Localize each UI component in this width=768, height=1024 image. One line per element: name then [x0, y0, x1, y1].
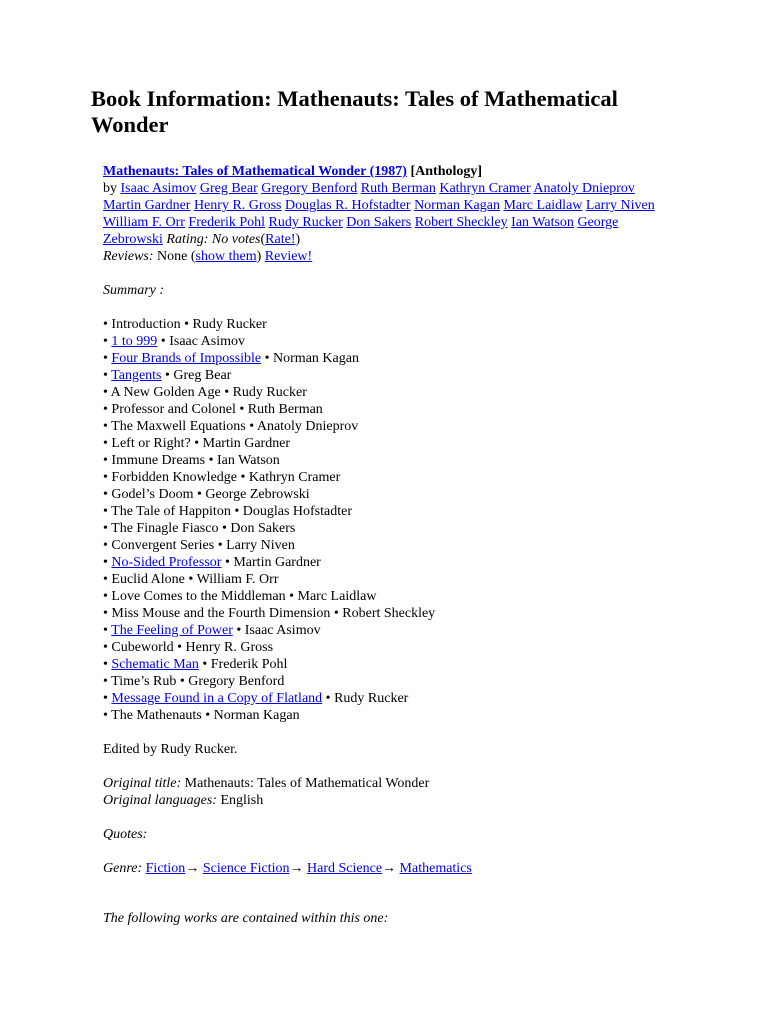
genre-arrow: →	[185, 861, 200, 876]
story-title: The Mathenauts	[111, 708, 202, 723]
book-header	[103, 163, 663, 265]
bullet: •	[196, 487, 202, 502]
bullet: •	[234, 504, 240, 519]
original-languages-value: English	[220, 793, 264, 808]
bullet: •	[239, 402, 245, 417]
story-title-link[interactable]: Tangents	[111, 368, 162, 383]
story-title: Cubeworld	[111, 640, 174, 655]
original-title-label: Original title:	[103, 776, 182, 791]
bullet: •	[103, 623, 108, 638]
story-item	[103, 486, 663, 503]
story-author: Greg Bear	[173, 368, 232, 383]
original-languages-label: Original languages:	[103, 793, 217, 808]
story-author: Kathryn Cramer	[248, 470, 341, 485]
bullet: •	[179, 674, 185, 689]
story-item	[103, 673, 663, 690]
bullet: •	[103, 368, 108, 383]
genre-arrow: →	[382, 861, 397, 876]
story-title-link[interactable]: Message Found in a Copy of Flatland	[111, 691, 323, 706]
bullet: •	[103, 402, 108, 417]
story-item	[103, 435, 663, 452]
contained-note: The following works are contained within this one:	[103, 911, 389, 926]
story-title: Forbidden Knowledge	[111, 470, 237, 485]
bullet: •	[103, 334, 108, 349]
story-title: Time’s Rub	[111, 674, 177, 689]
by-label: by	[103, 181, 117, 196]
author-link[interactable]: William F. Orr	[103, 215, 185, 230]
bullet: •	[103, 487, 108, 502]
story-author: Norman Kagan	[273, 351, 359, 366]
author-link[interactable]: Rudy Rucker	[268, 215, 343, 230]
story-author: Frederik Pohl	[210, 657, 288, 672]
story-author: Gregory Benford	[188, 674, 285, 689]
story-author: Robert Sheckley	[342, 606, 436, 621]
story-list	[103, 316, 663, 724]
story-author: Martin Gardner	[202, 436, 291, 451]
original-title	[103, 775, 663, 792]
story-author: Anatoly Dnieprov	[256, 419, 359, 434]
story-item	[103, 316, 663, 333]
story-author: Ruth Berman	[247, 402, 323, 417]
bullet: •	[103, 606, 108, 621]
story-title-link[interactable]: The Feeling of Power	[111, 623, 233, 638]
genre-link[interactable]: Science Fiction	[202, 861, 290, 876]
summary-label: Summary :	[103, 283, 165, 298]
bullet: •	[103, 385, 108, 400]
story-title-link[interactable]: Four Brands of Impossible	[111, 351, 262, 366]
story-title: The Maxwell Equations	[111, 419, 246, 434]
original-languages	[103, 792, 663, 809]
original-title-value: Mathenauts: Tales of Mathematical Wonder	[184, 776, 430, 791]
book-type: [Anthology]	[410, 164, 483, 179]
story-item	[103, 503, 663, 520]
author-link[interactable]: Robert Sheckley	[414, 215, 508, 230]
story-item	[103, 367, 663, 384]
bullet: •	[103, 521, 108, 536]
story-item	[103, 588, 663, 605]
quotes-label: Quotes:	[103, 827, 148, 842]
story-item	[103, 690, 663, 707]
bullet: •	[177, 640, 183, 655]
story-title: Immune Dreams	[111, 453, 206, 468]
story-title: The Tale of Happiton	[111, 504, 231, 519]
bullet: •	[221, 521, 227, 536]
story-author: Rudy Rucker	[232, 385, 307, 400]
author-link[interactable]: Marc Laidlaw	[503, 198, 583, 213]
bullet: •	[184, 317, 190, 332]
story-title: Godel’s Doom	[111, 487, 194, 502]
rate-close: )	[295, 232, 301, 247]
bullet: •	[103, 572, 108, 587]
author-link[interactable]: Greg Bear	[199, 181, 258, 196]
bullet: •	[103, 470, 108, 485]
story-item	[103, 333, 663, 350]
author-link[interactable]: Martin Gardner	[103, 198, 191, 213]
rating-value: No votes	[211, 232, 261, 247]
story-item	[103, 401, 663, 418]
story-author: Douglas Hofstadter	[242, 504, 352, 519]
bullet: •	[264, 351, 270, 366]
bullet: •	[188, 572, 194, 587]
story-title: Left or Right?	[111, 436, 191, 451]
reviews-label: Reviews:	[103, 249, 154, 264]
story-author: Norman Kagan	[213, 708, 300, 723]
story-item	[103, 639, 663, 656]
story-author: Rudy Rucker	[192, 317, 267, 332]
bullet: •	[103, 691, 108, 706]
story-author: Isaac Asimov	[244, 623, 321, 638]
bullet: •	[205, 708, 211, 723]
author-link[interactable]: Don Sakers	[346, 215, 412, 230]
bullet: •	[236, 623, 242, 638]
bullet: •	[202, 657, 208, 672]
story-item	[103, 571, 663, 588]
rating-label: Rating:	[166, 232, 209, 247]
story-item	[103, 622, 663, 639]
bullet: •	[289, 589, 295, 604]
bullet: •	[103, 640, 108, 655]
genre-link[interactable]: Mathematics	[399, 861, 472, 876]
genre-breadcrumb	[146, 861, 472, 876]
story-item	[103, 520, 663, 537]
genre-arrow: →	[289, 861, 304, 876]
bullet: •	[103, 657, 108, 672]
genre-link[interactable]: Hard Science	[307, 861, 383, 876]
bullet: •	[160, 334, 166, 349]
story-title-link[interactable]: Schematic Man	[111, 657, 199, 672]
bullet: •	[103, 589, 108, 604]
bullet: •	[194, 436, 200, 451]
story-title-link[interactable]: No-Sided Professor	[111, 555, 222, 570]
story-author: Isaac Asimov	[169, 334, 246, 349]
story-title: Euclid Alone	[111, 572, 185, 587]
story-author: Larry Niven	[226, 538, 295, 553]
story-author: Don Sakers	[230, 521, 296, 536]
story-item	[103, 707, 663, 724]
book-info	[103, 163, 663, 927]
author-link[interactable]: Henry R. Gross	[193, 198, 282, 213]
story-title: Love Comes to the Middleman	[111, 589, 286, 604]
genre-label: Genre:	[103, 861, 143, 876]
story-author: George Zebrowski	[205, 487, 310, 502]
story-title: Miss Mouse and the Fourth Dimension	[111, 606, 331, 621]
bullet: •	[103, 317, 108, 332]
story-item	[103, 384, 663, 401]
genre-line	[103, 860, 663, 877]
reviews-value: None (	[157, 249, 196, 264]
author-link[interactable]: Ian Watson	[511, 215, 574, 230]
story-item	[103, 350, 663, 367]
story-item	[103, 452, 663, 469]
bullet: •	[224, 555, 230, 570]
story-author: Marc Laidlaw	[297, 589, 377, 604]
bullet: •	[217, 538, 223, 553]
author-link[interactable]: Gregory Benford	[261, 181, 358, 196]
bullet: •	[103, 419, 108, 434]
author-link[interactable]: Isaac Asimov	[120, 181, 197, 196]
rate-open: (	[260, 232, 266, 247]
bullet: •	[103, 504, 108, 519]
story-title: Professor and Colonel	[111, 402, 236, 417]
story-author: Rudy Rucker	[334, 691, 409, 706]
rate-link[interactable]: Rate!	[265, 232, 296, 247]
bullet: •	[103, 351, 108, 366]
story-item	[103, 469, 663, 486]
bullet: •	[103, 674, 108, 689]
review-link[interactable]: Review!	[264, 249, 313, 264]
author-link[interactable]: Kathryn Cramer	[439, 181, 531, 196]
author-link[interactable]: George Zebrowski	[103, 215, 619, 247]
bullet: •	[165, 368, 170, 383]
bullet: •	[333, 606, 339, 621]
bullet: •	[103, 708, 108, 723]
bullet: •	[325, 691, 331, 706]
edited-by: Edited by Rudy Rucker.	[103, 742, 238, 757]
story-item	[103, 418, 663, 435]
bullet: •	[103, 555, 108, 570]
author-link[interactable]: Anatoly Dnieprov	[533, 181, 635, 196]
story-item	[103, 605, 663, 622]
story-author: Martin Gardner	[233, 555, 321, 570]
page-title: Book Information: Mathenauts: Tales of Mathematical Wonder	[91, 86, 618, 137]
story-item	[103, 554, 663, 571]
book-title-link[interactable]: Mathenauts: Tales of Mathematical Wonder (1987)	[103, 164, 407, 179]
story-title: A New Golden Age	[110, 385, 221, 400]
bullet: •	[224, 385, 230, 400]
story-title-link[interactable]: 1 to 999	[111, 334, 158, 349]
story-title: The Finagle Fiasco	[111, 521, 219, 536]
bullet: •	[103, 453, 108, 468]
story-author: Henry R. Gross	[185, 640, 274, 655]
genre-link[interactable]: Fiction	[145, 861, 186, 876]
reviews-close: )	[256, 249, 262, 264]
story-author: Ian Watson	[217, 453, 280, 468]
author-link[interactable]: Frederik Pohl	[188, 215, 266, 230]
author-link[interactable]: Larry Niven	[585, 198, 655, 213]
author-link[interactable]: Ruth Berman	[360, 181, 436, 196]
story-title: Introduction	[111, 317, 181, 332]
story-item	[103, 537, 663, 554]
story-author: William F. Orr	[196, 572, 279, 587]
bullet: •	[240, 470, 246, 485]
story-item	[103, 656, 663, 673]
author-link[interactable]: Douglas R. Hofstadter	[284, 198, 411, 213]
story-title: Convergent Series	[111, 538, 215, 553]
show-them-link[interactable]: show them	[195, 249, 257, 264]
bullet: •	[208, 453, 214, 468]
bullet: •	[103, 538, 108, 553]
bullet: •	[103, 436, 108, 451]
author-link[interactable]: Norman Kagan	[414, 198, 500, 213]
bullet: •	[249, 419, 255, 434]
